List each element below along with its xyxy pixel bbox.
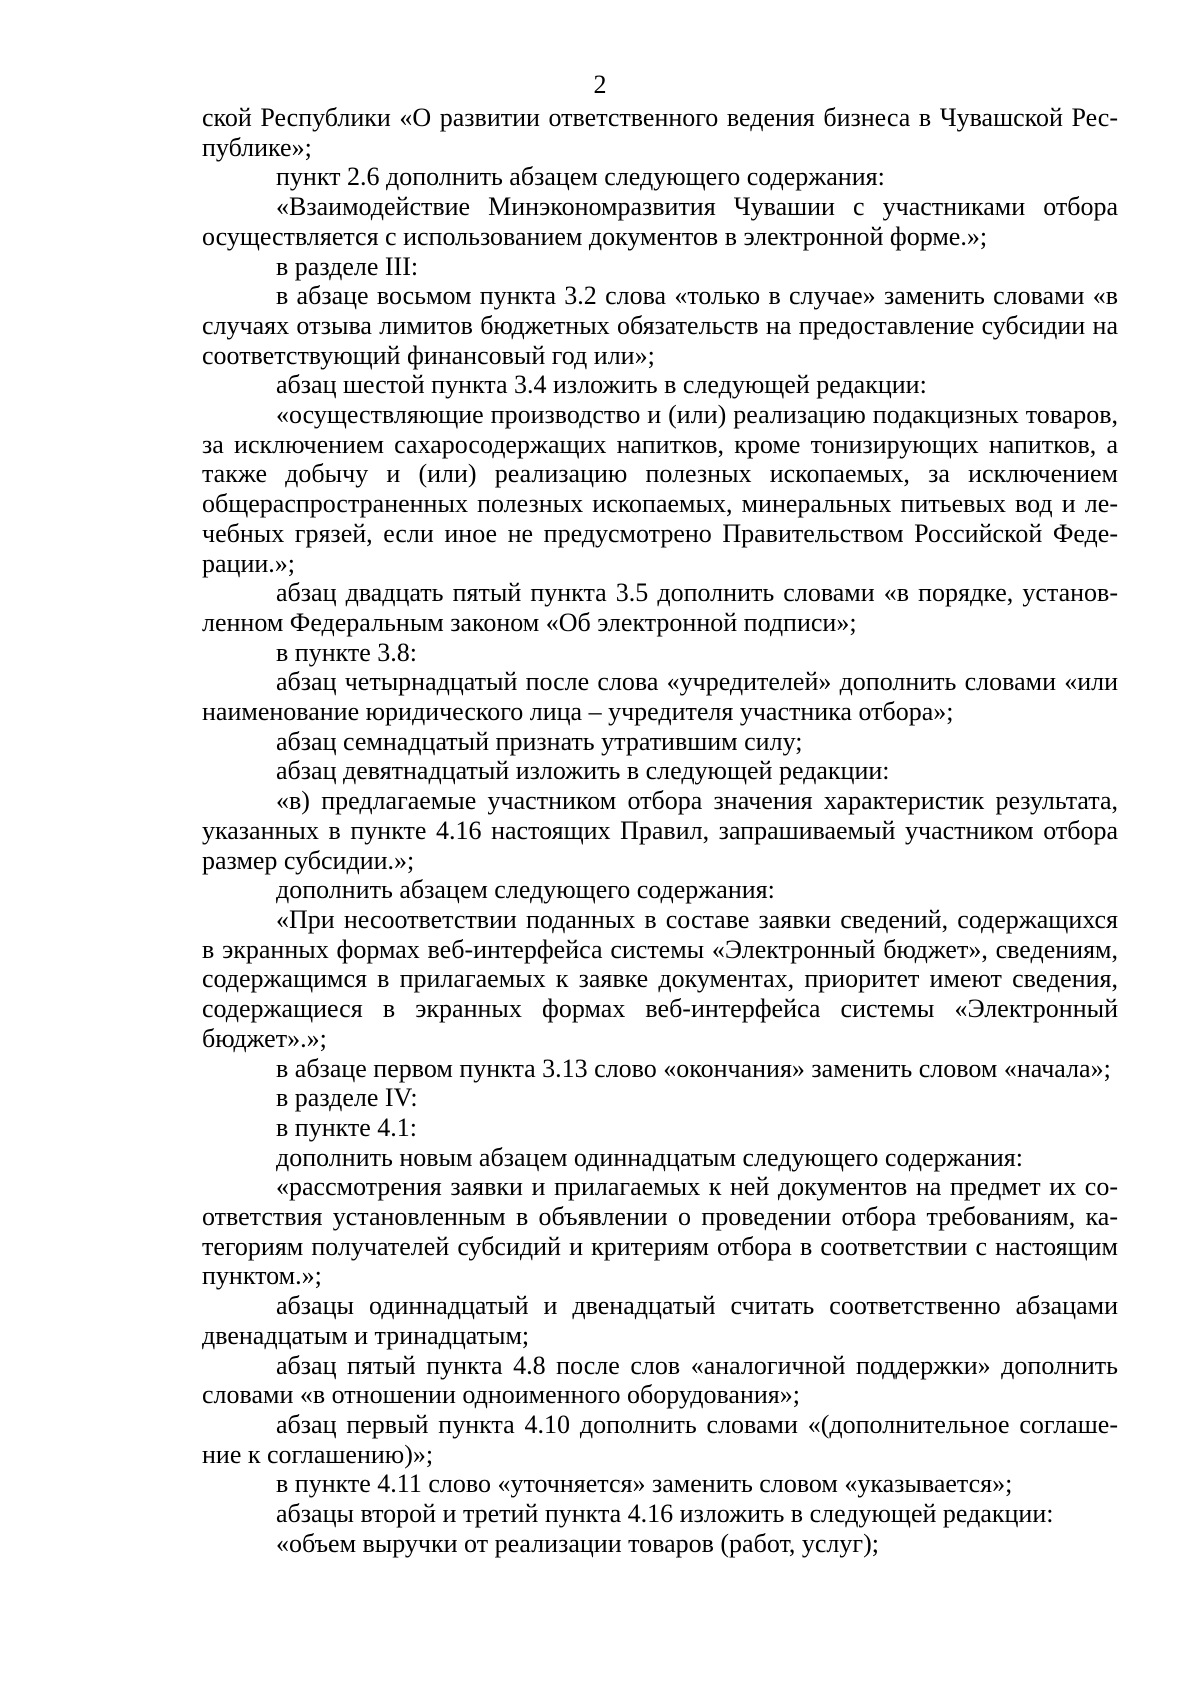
paragraph: абзац девятнадцатый изложить в следующей редакции:: [276, 756, 890, 786]
paragraph: абзац семнадцатый признать утратившим силу;: [276, 726, 803, 756]
paragraph: абзац шестой пункта 3.4 изложить в следующей редакции:: [276, 370, 927, 400]
paragraph: в пункте 4.1:: [276, 1112, 418, 1142]
document-body: [202, 103, 1118, 1558]
paragraph: в разделе III:: [276, 251, 419, 281]
paragraph: в абзаце восьмом пункта 3.2 слова «только в случае» заменить словами «в случаях отзыва лимитов бюджетных обязательств на предоставление субсидии на соответствующий финансовый год или»;: [202, 281, 1118, 370]
paragraph: «объем выручки от реализации товаров (работ, услуг);: [276, 1528, 879, 1558]
paragraph: абзац первый пункта 4.10 дополнить словами «(дополнительное соглашение к соглашению)»;: [202, 1409, 1118, 1469]
paragraph: в пункте 4.11 слово «уточняется» заменить словом «указывается»;: [276, 1469, 1013, 1499]
paragraph: абзацы второй и третий пункта 4.16 изложить в следующей редакции:: [276, 1499, 1054, 1529]
paragraph: «Взаимодействие Минэкономразвития Чувашии с участниками отбора осуществляется с использованием документов в электронной форме.»;: [202, 192, 1118, 251]
paragraph: ской Республики «О развитии ответственного ведения бизнеса в Чувашской Республике»;: [202, 103, 1118, 162]
paragraph: в разделе IV:: [276, 1083, 418, 1113]
paragraph: абзац пятый пункта 4.8 после слов «аналогичной поддержки» дополнить словами «в отношении одноименного оборудования»;: [202, 1350, 1118, 1410]
page-number: 2: [593, 70, 607, 99]
paragraph: в абзаце первом пункта 3.13 слово «окончания» заменить словом «начала»;: [276, 1053, 1111, 1083]
paragraph: дополнить новым абзацем одиннадцатым следующего содержания:: [276, 1142, 1023, 1172]
paragraph: абзац четырнадцатый после слова «учредителей» дополнить словами «или наименование юридического лица – учредителя участника отбора»;: [202, 667, 1118, 727]
paragraph: «осуществляющие производство и (или) реализацию подакцизных товаров, за исключением сахаросодержащих напитков, кроме тонизирующих напитков, а также добычу и (или) реализацию полезных ископаемых, за исключением общераспространенных полезных ископаемых, минеральных питьевых вод и лечебных грязей, если иное не предусмотрено Правительством Российской Федерации.»;: [202, 400, 1118, 578]
paragraph: «в) предлагаемые участником отбора значения характеристик результата, указанных в пункте 4.16 настоящих Правил, запрашиваемый участником отбора размер субсидии.»;: [202, 786, 1118, 875]
paragraph: «При несоответствии поданных в составе заявки сведений, содержащихся в экранных формах веб-интерфейса системы «Электронный бюджет», сведениям, содержащимся в прилагаемых к заявке документах, приоритет имеют сведения, содержащиеся в экранных формах веб-интерфейса системы «Электронный бюджет».»;: [202, 904, 1118, 1053]
paragraph: абзацы одиннадцатый и двенадцатый считать соответственно абзацами двенадцатым и тринадцатым;: [202, 1291, 1118, 1350]
paragraph: дополнить абзацем следующего содержания:: [276, 875, 775, 905]
paragraph: абзац двадцать пятый пункта 3.5 дополнить словами «в порядке, установленном Федеральным законом «Об электронной подписи»;: [202, 578, 1118, 637]
paragraph: в пункте 3.8:: [276, 637, 418, 667]
paragraph: «рассмотрения заявки и прилагаемых к ней документов на предмет их соответствия установленным в объявлении о проведении отбора требованиям, категориям получателей субсидий и критериям отбора в соответствии с настоящим пунктом.»;: [202, 1172, 1118, 1291]
paragraph: пункт 2.6 дополнить абзацем следующего содержания:: [276, 162, 885, 192]
